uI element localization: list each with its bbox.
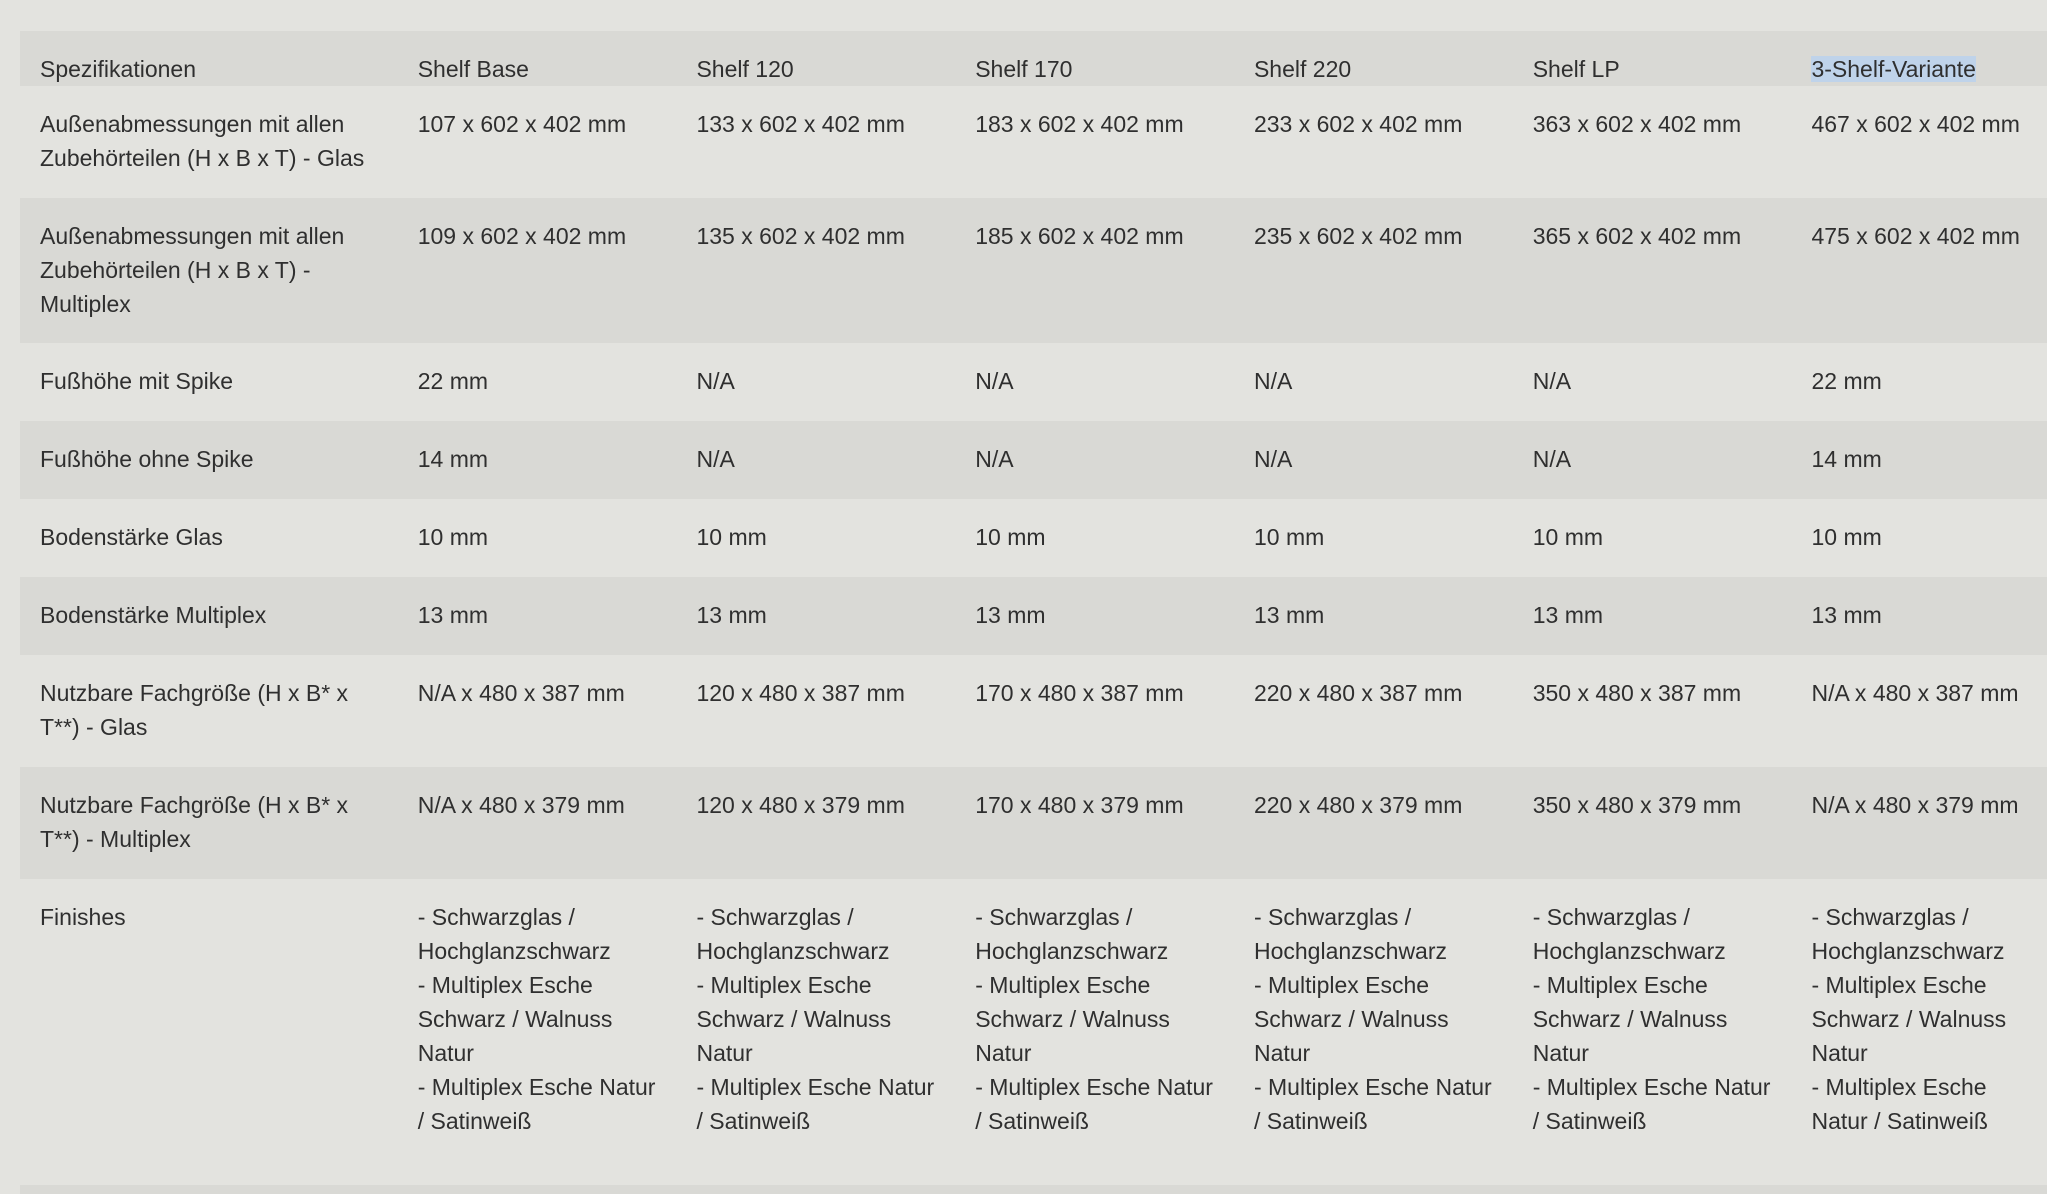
row-label: Bodenstärke Glas — [40, 524, 223, 550]
row-label: Finishes — [40, 904, 126, 930]
cell-value: 22 mm — [417, 368, 489, 394]
cell-value: - Schwarzglas / Hochglanzschwarz - Multiplex Esche Schwarz / Walnuss Natur - Multiplex Esche Natur / Satinweiß — [975, 904, 1213, 1134]
table-bottom-edge — [20, 1185, 2047, 1194]
row-label: Fußhöhe mit Spike — [40, 368, 234, 394]
table-row — [20, 343, 2047, 421]
cell-value: 170 x 480 x 387 mm — [975, 680, 1184, 706]
cell-value: 135 x 602 x 402 mm — [696, 223, 905, 249]
cell-value: N/A — [1532, 446, 1572, 472]
row-label: Außenabmessungen mit allen Zubehörteilen (H x B x T) - Multiplex — [40, 223, 345, 317]
cell-value: N/A — [975, 446, 1014, 472]
table-row — [20, 198, 2047, 343]
cell-value: 13 mm — [1811, 602, 1882, 628]
selected-text-highlight[interactable]: 3-Shelf-Variante — [1811, 56, 1976, 82]
table-row — [20, 767, 2047, 879]
cell-value: 233 x 602 x 402 mm — [1253, 111, 1463, 137]
cell-value: 14 mm — [417, 446, 489, 472]
cell-value: N/A x 480 x 387 mm — [417, 680, 625, 706]
cell-value: 133 x 602 x 402 mm — [696, 111, 905, 137]
cell-value: - Schwarzglas / Hochglanzschwarz - Multiplex Esche Schwarz / Walnuss Natur - Multiplex Esche Natur / Satinweiß — [417, 904, 656, 1134]
header-shelf-120: Shelf 120 — [696, 56, 794, 82]
cell-value: N/A x 480 x 379 mm — [1811, 792, 2019, 818]
cell-value: 120 x 480 x 387 mm — [696, 680, 905, 706]
header-shelf-lp: Shelf LP — [1532, 56, 1620, 82]
cell-value: - Schwarzglas / Hochglanzschwarz - Multiplex Esche Schwarz / Walnuss Natur - Multiplex Esche Natur / Satinweiß — [1532, 904, 1771, 1134]
cell-value: 350 x 480 x 387 mm — [1532, 680, 1742, 706]
spec-table-container — [20, 31, 2047, 1163]
cell-value: 10 mm — [1532, 524, 1604, 550]
row-label: Nutzbare Fachgröße (H x B* x T**) - Multiplex — [40, 792, 349, 852]
cell-value: 365 x 602 x 402 mm — [1532, 223, 1742, 249]
cell-value: 13 mm — [417, 602, 489, 628]
cell-value: - Schwarzglas / Hochglanzschwarz - Multiplex Esche Schwarz / Walnuss Natur - Multiplex Esche Natur / Satinweiß — [1253, 904, 1492, 1134]
cell-value: 220 x 480 x 387 mm — [1253, 680, 1463, 706]
spec-table — [20, 31, 2047, 1163]
cell-value: - Schwarzglas / Hochglanzschwarz - Multiplex Esche Schwarz / Walnuss Natur - Multiplex Esche Natur / Satinweiß — [696, 904, 935, 1134]
cell-value: 22 mm — [1811, 368, 1882, 394]
cell-value: N/A — [696, 368, 735, 394]
header-spezifikationen: Spezifikationen — [40, 56, 196, 82]
cell-value: 13 mm — [975, 602, 1046, 628]
cell-value: N/A x 480 x 387 mm — [1811, 680, 2019, 706]
table-row — [20, 421, 2047, 499]
cell-value: 363 x 602 x 402 mm — [1532, 111, 1742, 137]
cell-value: 107 x 602 x 402 mm — [417, 111, 627, 137]
header-shelf-base: Shelf Base — [417, 56, 529, 82]
cell-value: 120 x 480 x 379 mm — [696, 792, 905, 818]
cell-value: 235 x 602 x 402 mm — [1253, 223, 1463, 249]
header-shelf-220: Shelf 220 — [1253, 56, 1352, 82]
cell-value: 10 mm — [696, 524, 767, 550]
table-row — [20, 879, 2047, 1163]
header-3-shelf-variante[interactable] — [1791, 31, 2047, 86]
table-row — [20, 655, 2047, 767]
table-row — [20, 577, 2047, 655]
table-header-row — [20, 31, 2047, 86]
cell-value: 185 x 602 x 402 mm — [975, 223, 1184, 249]
cell-value: N/A — [1253, 446, 1293, 472]
table-row — [20, 86, 2047, 198]
cell-value: 10 mm — [417, 524, 489, 550]
cell-value: 10 mm — [1253, 524, 1325, 550]
table-row — [20, 499, 2047, 577]
cell-value: 170 x 480 x 379 mm — [975, 792, 1184, 818]
cell-value: N/A — [696, 446, 735, 472]
cell-value: N/A — [1253, 368, 1293, 394]
cell-value: 475 x 602 x 402 mm — [1811, 223, 2020, 249]
cell-value: N/A x 480 x 379 mm — [417, 792, 625, 818]
cell-value: 10 mm — [1811, 524, 1882, 550]
cell-value: - Schwarzglas / Hochglanzschwarz - Multiplex Esche Schwarz / Walnuss Natur - Multiplex Esche Natur / Satinweiß — [1811, 904, 2007, 1134]
header-shelf-170: Shelf 170 — [975, 56, 1073, 82]
cell-value: 13 mm — [1253, 602, 1325, 628]
cell-value: N/A — [975, 368, 1014, 394]
cell-value: 10 mm — [975, 524, 1046, 550]
row-label: Außenabmessungen mit allen Zubehörteilen (H x B x T) - Glas — [40, 111, 365, 171]
cell-value: 350 x 480 x 379 mm — [1532, 792, 1742, 818]
row-label: Bodenstärke Multiplex — [40, 602, 267, 628]
cell-value: 220 x 480 x 379 mm — [1253, 792, 1463, 818]
cell-value: 467 x 602 x 402 mm — [1811, 111, 2020, 137]
cell-value: 183 x 602 x 402 mm — [975, 111, 1184, 137]
cell-value: 13 mm — [1532, 602, 1604, 628]
cell-value: 109 x 602 x 402 mm — [417, 223, 627, 249]
cell-value: N/A — [1532, 368, 1572, 394]
row-label: Nutzbare Fachgröße (H x B* x T**) - Glas — [40, 680, 349, 740]
cell-value: 14 mm — [1811, 446, 1882, 472]
row-label: Fußhöhe ohne Spike — [40, 446, 254, 472]
cell-value: 13 mm — [696, 602, 767, 628]
